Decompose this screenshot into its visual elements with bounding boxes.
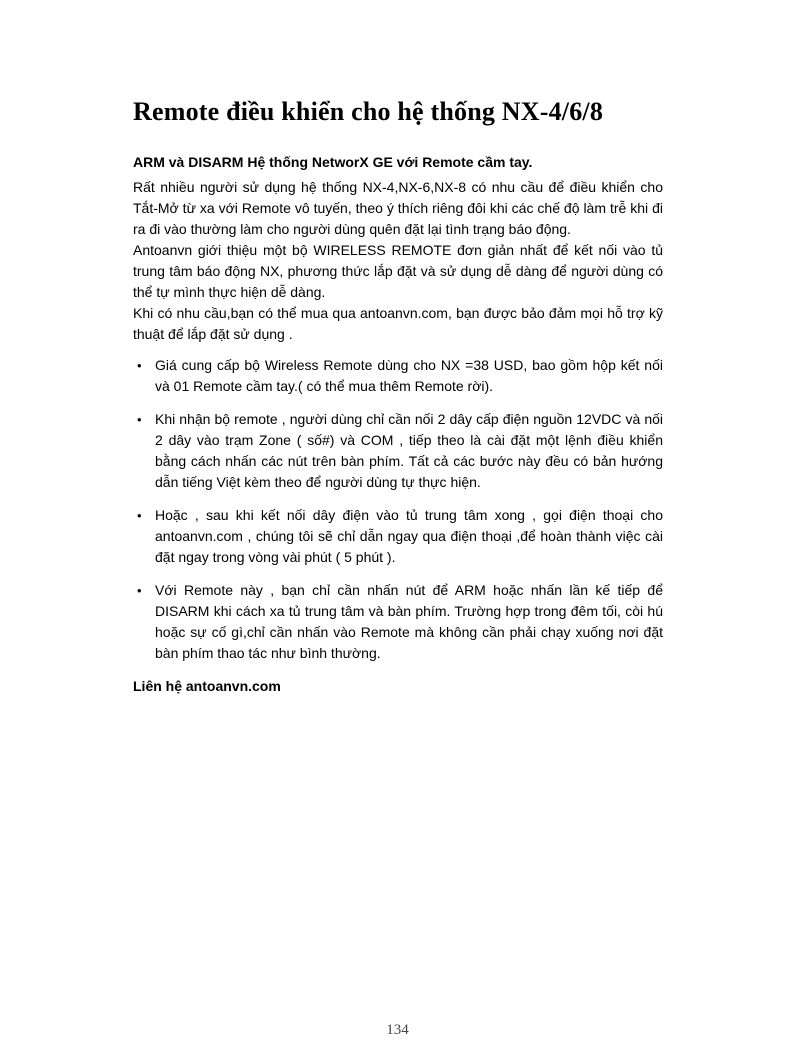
bullet-text-4: Với Remote này , bạn chỉ cần nhấn nút để ARM hoặc nhấn lần kế tiếp để DISARM khi cách xa tủ trung tâm và bàn phím. Trường hợp trong đêm tối, còi hú hoặc sự cố gì,chỉ cần nhấn vào Remote mà không cần phải chạy xuống nơi đặt bàn phím thao tác như bình thường. (155, 582, 663, 661)
bullet-icon: • (137, 358, 142, 373)
bullet-text-3: Hoặc , sau khi kết nối dây điện vào tủ trung tâm xong , gọi điện thoại cho antoanvn.com , chúng tôi sẽ chỉ dẫn ngay qua điện thoại ,để hoàn thành việc cài đặt ngay trong vòng vài phút ( 5 phút ). (155, 507, 663, 565)
bullet-icon: • (137, 508, 142, 523)
bullet-icon: • (137, 583, 142, 598)
bullet-text-1: Giá cung cấp bộ Wireless Remote dùng cho NX =38 USD, bao gồm hộp kết nối và 01 Remote cầm tay.( có thể mua thêm Remote rời). (155, 357, 663, 394)
list-item (133, 505, 663, 568)
paragraph-2: Antoanvn giới thiệu một bộ WIRELESS REMOTE đơn giản nhất để kết nối vào tủ trung tâm báo động NX, phương thức lắp đặt và sử dụng dễ dàng để người dùng có thể tự mình thực hiện dễ dàng. (133, 242, 663, 300)
page-title: Remote điều khiển cho hệ thống NX-4/6/8 (133, 97, 604, 126)
list-item (133, 409, 663, 493)
bullet-text-2: Khi nhận bộ remote , người dùng chỉ cần nối 2 dây cấp điện nguồn 12VDC và nối 2 dây vào trạm Zone ( số#) và COM , tiếp theo là cài đặt một lệnh điều khiển bằng cách nhấn các nút trên bàn phím. Tất cả các bước này đều có bản hướng dẫn tiếng Việt kèm theo để người dùng tự thực hiện. (155, 411, 663, 490)
page-number: 134 (386, 1022, 409, 1038)
list-item (133, 580, 663, 664)
contact-line: Liên hệ antoanvn.com (133, 678, 281, 694)
list-item (133, 355, 663, 397)
subtitle: ARM và DISARM Hệ thống NetworX GE với Remote cầm tay. (133, 154, 533, 170)
bullet-list (133, 355, 663, 664)
document-content (133, 96, 663, 697)
bullet-icon: • (137, 412, 142, 427)
paragraph-3: Khi có nhu cầu,bạn có thể mua qua antoanvn.com, bạn được bảo đảm mọi hỗ trợ kỹ thuật để lắp đặt sử dụng . (133, 305, 663, 342)
paragraph-1: Rất nhiều người sử dụng hệ thống NX-4,NX-6,NX-8 có nhu cầu để điều khiển cho Tắt-Mở từ xa với Remote vô tuyến, theo ý thích riêng đôi khi các chế độ làm trễ khi đi ra đi vào thường làm cho người dùng quên đặt lại tình trạng báo động. (133, 179, 663, 237)
